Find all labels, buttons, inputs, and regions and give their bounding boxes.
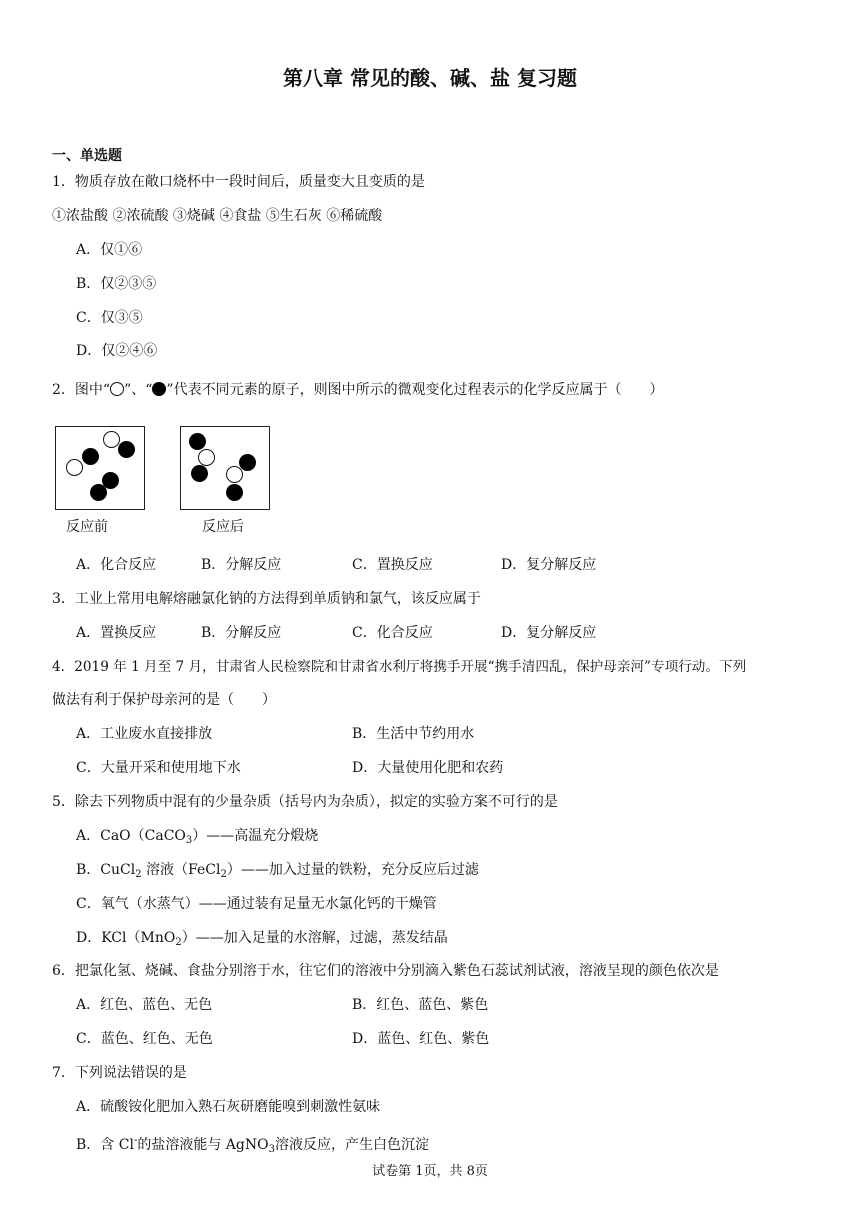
question-3-option-c: C．化合反应	[352, 625, 433, 641]
question-7-option-b-part-1: B．含 Cl	[76, 1137, 134, 1153]
question-7-stem: 7．下列说法错误的是	[52, 1065, 187, 1081]
question-5-stem: 5．除去下列物质中混有的少量杂质（括号内为杂质），拟定的实验方案不可行的是	[52, 794, 558, 810]
question-5-option-b	[76, 860, 479, 885]
question-6-option-b: B．红色、蓝色、紫色	[352, 997, 489, 1013]
question-6-stem: 6．把氯化氢、烧碱、食盐分别溶于水，往它们的溶液中分别滴入紫色石蕊试剂试液，溶液呈现的颜色依次是	[52, 963, 719, 979]
question-1-option-c: C．仅③⑤	[76, 310, 143, 326]
black-atom-icon	[239, 454, 256, 471]
subscript: 3	[268, 1144, 275, 1155]
black-atom-icon	[226, 484, 243, 501]
question-1-stem: 1．物质存放在敞口烧杯中一段时间后，质量变大且变质的是	[52, 174, 425, 190]
question-5-option-b-part-3: ）——加入过量的铁粉，充分反应后过滤	[226, 862, 479, 878]
white-atom-icon	[103, 431, 120, 448]
question-3-option-d: D．复分解反应	[501, 625, 597, 641]
subscript: 2	[175, 937, 182, 948]
black-atom-icon	[82, 448, 99, 465]
question-5-option-b-part-1: B．CuCl	[76, 862, 136, 878]
question-5-option-a-part-2: ）——高温充分煅烧	[192, 828, 319, 844]
question-2-option-d: D．复分解反应	[501, 557, 597, 573]
question-4-option-d: D．大量使用化肥和农药	[352, 760, 504, 776]
subscript: 3	[185, 835, 193, 846]
black-atom-icon	[189, 433, 206, 450]
before-reaction-box	[55, 426, 145, 510]
question-3-option-b: B．分解反应	[201, 625, 282, 641]
question-5-option-d-part-2: ）——加入足量的水溶解，过滤，蒸发结晶	[181, 930, 448, 946]
subscript: 2	[220, 869, 227, 880]
page-title: 第八章 常见的酸、碱、盐 复习题	[283, 66, 577, 90]
question-4-stem-line-2: 做法有利于保护母亲河的是（ ）	[52, 692, 276, 708]
question-6-option-c: C．蓝色、红色、无色	[76, 1031, 213, 1047]
question-7-option-b-part-2: 的盐溶液能与 AgNO	[137, 1137, 269, 1153]
question-5-option-a-part-1: A．CaO（CaCO	[76, 828, 186, 844]
before-reaction-label: 反应前	[66, 519, 108, 535]
question-4-option-c: C．大量开采和使用地下水	[76, 760, 241, 776]
question-2-option-a: A．化合反应	[76, 557, 157, 573]
question-3-stem: 3．工业上常用电解熔融氯化钠的方法得到单质钠和氯气，该反应属于	[52, 591, 481, 607]
question-5-option-b-part-2: 溶液（FeCl	[141, 862, 221, 878]
question-7-option-b-part-3: 溶液反应，产生白色沉淀	[274, 1137, 429, 1153]
white-atom-icon	[110, 382, 124, 396]
black-atom-icon	[90, 484, 107, 501]
question-6-option-a: A．红色、蓝色、无色	[76, 997, 213, 1013]
white-atom-icon	[66, 459, 83, 476]
question-2-option-b: B．分解反应	[201, 557, 282, 573]
white-atom-icon	[226, 466, 243, 483]
question-2-stem-a: 2．图中“	[52, 382, 111, 398]
subscript: 2	[135, 869, 142, 880]
question-7-option-a: A．硫酸铵化肥加入熟石灰研磨能嗅到刺激性氨味	[76, 1099, 381, 1115]
question-4-stem-line-1: 4．2019 年 1 月至 7 月，甘肃省人民检察院和甘肃省水利厅将携手开展“携手清四乱，保护母亲河”专项行动。下列	[52, 659, 747, 675]
question-4-option-a: A．工业废水直接排放	[76, 726, 213, 742]
white-atom-icon	[198, 449, 215, 466]
after-reaction-box	[180, 426, 270, 510]
question-4-option-b: B．生活中节约用水	[352, 726, 475, 742]
question-2-stem-c: ”代表不同元素的原子，则图中所示的微观变化过程表示的化学反应属于（ ）	[166, 382, 664, 398]
question-5-option-d	[76, 928, 448, 953]
question-5-option-a	[76, 826, 318, 851]
question-6-option-d: D．蓝色、红色、紫色	[352, 1031, 490, 1047]
question-5-option-c: C．氧气（水蒸气）——通过装有足量无水氯化钙的干燥管	[76, 896, 437, 912]
black-atom-icon	[152, 382, 166, 396]
question-5-option-d-part-1: D．KCl（MnO	[76, 930, 176, 946]
question-1-list: ①浓盐酸 ②浓硫酸 ③烧碱 ④食盐 ⑤生石灰 ⑥稀硫酸	[52, 208, 383, 224]
question-1-option-d: D．仅②④⑥	[76, 343, 158, 359]
question-1-option-a: A．仅①⑥	[76, 242, 143, 258]
question-3-option-a: A．置换反应	[76, 625, 157, 641]
section-heading: 一、单选题	[52, 148, 122, 164]
page-footer: 试卷第 1页，共 8页	[372, 1164, 488, 1179]
question-2-stem	[52, 380, 664, 400]
question-1-option-b: B．仅②③⑤	[76, 276, 157, 292]
question-7-option-b	[76, 1131, 429, 1160]
superscript: -	[133, 1135, 138, 1146]
black-atom-icon	[118, 441, 135, 458]
question-2-option-c: C．置换反应	[352, 557, 433, 573]
black-atom-icon	[191, 465, 208, 482]
after-reaction-label: 反应后	[202, 519, 244, 535]
question-2-stem-b: ”、“	[124, 382, 153, 398]
